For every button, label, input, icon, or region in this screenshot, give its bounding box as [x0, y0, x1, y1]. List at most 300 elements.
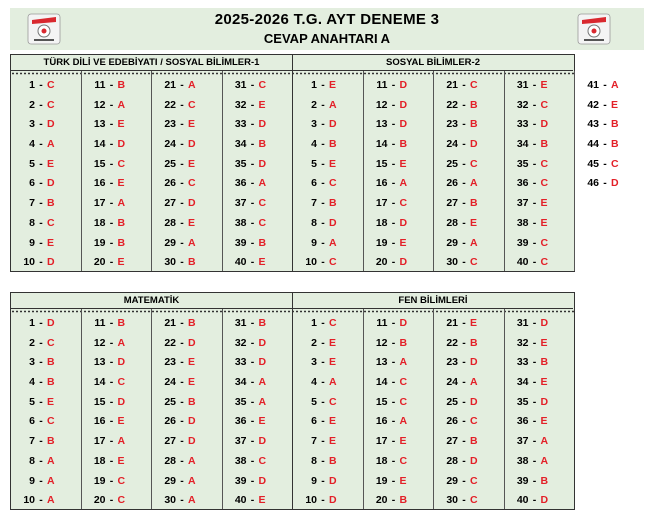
answer-row [364, 452, 434, 472]
separator-dash: - [39, 317, 43, 329]
question-number: 36 [516, 415, 529, 428]
question-number: 26 [164, 415, 176, 428]
separator-dash: - [250, 474, 255, 487]
answer-row [152, 393, 222, 413]
answer-letter: E [188, 216, 196, 229]
question-number: 20 [93, 256, 106, 269]
answer-row [293, 76, 363, 96]
answer-column [223, 314, 293, 511]
answer-letter: D [540, 317, 549, 329]
answer-letter: D [540, 395, 549, 408]
answer-row [293, 234, 363, 254]
answer-letter: C [258, 197, 267, 210]
answer-row [152, 452, 222, 472]
separator-dash: - [391, 79, 396, 91]
separator-dash: - [250, 216, 255, 229]
separator-dash: - [321, 356, 325, 369]
answer-letter: A [329, 236, 337, 249]
question-number: 32 [234, 336, 247, 349]
answer-letter: A [399, 356, 408, 369]
answer-letter: D [611, 177, 619, 190]
answer-row [82, 353, 152, 373]
separator-dash: - [532, 336, 537, 349]
answer-row [364, 194, 434, 214]
separator-dash: - [250, 494, 255, 507]
question-number: 33 [234, 356, 247, 369]
answer-letter: A [258, 177, 267, 190]
answer-letter: D [188, 415, 196, 428]
answer-row [152, 96, 222, 116]
separator-dash: - [532, 454, 537, 467]
answer-row [223, 472, 293, 492]
question-number: 23 [446, 356, 458, 369]
question-number: 25 [446, 395, 458, 408]
question-number: 6 [311, 177, 317, 190]
answer-letter: E [117, 415, 125, 428]
question-number: 44 [587, 138, 599, 151]
question-number: 36 [234, 415, 247, 428]
answer-letter: A [470, 236, 478, 249]
separator-dash: - [180, 118, 184, 131]
separator-dash: - [462, 336, 466, 349]
answer-row [293, 115, 363, 135]
separator-dash: - [109, 435, 114, 448]
answer-column [223, 76, 293, 273]
answer-row [82, 491, 152, 511]
answer-row [364, 412, 434, 432]
answer-letter: C [47, 79, 55, 91]
separator-dash: - [462, 494, 466, 507]
question-number: 34 [516, 138, 529, 151]
answer-row [223, 76, 293, 96]
separator-dash: - [109, 415, 114, 428]
answer-row [82, 135, 152, 155]
answer-letter: B [470, 435, 478, 448]
separator-dash: - [603, 138, 607, 151]
answer-letter: A [329, 98, 337, 111]
answer-letter: A [47, 474, 55, 487]
answer-row [293, 314, 363, 334]
separator-dash: - [180, 197, 184, 210]
question-number: 21 [446, 79, 458, 91]
answer-row [364, 76, 434, 96]
answer-letter: B [47, 356, 55, 369]
answer-column [434, 76, 504, 273]
separator-dash: - [462, 197, 466, 210]
separator-dash: - [532, 236, 537, 249]
answer-letter: D [470, 356, 478, 369]
separator-dash: - [109, 118, 114, 131]
separator-dash: - [532, 138, 537, 151]
question-number: 18 [375, 454, 388, 467]
answer-column [505, 76, 575, 273]
answer-row [152, 353, 222, 373]
separator-dash: - [391, 317, 396, 329]
answer-row [364, 174, 434, 194]
answer-row [505, 214, 575, 234]
answer-row [293, 432, 363, 452]
answer-row [152, 314, 222, 334]
question-number: 9 [29, 236, 35, 249]
answer-letter: C [470, 415, 478, 428]
separator-dash: - [532, 157, 537, 170]
answer-letter: C [470, 474, 478, 487]
answer-letter: E [540, 415, 548, 428]
separator-dash: - [250, 79, 255, 91]
separator-dash: - [391, 177, 396, 190]
answer-letter: C [611, 157, 619, 170]
answer-letter: D [47, 256, 55, 269]
answer-letter: D [399, 216, 408, 229]
answer-row [434, 194, 504, 214]
answer-letter: E [47, 236, 55, 249]
question-number: 23 [446, 118, 458, 131]
answer-row [11, 194, 81, 214]
answer-letter: E [47, 395, 55, 408]
question-number: 4 [311, 376, 317, 389]
answer-row [152, 412, 222, 432]
question-number: 29 [164, 474, 176, 487]
answer-row [505, 155, 575, 175]
answer-row [364, 393, 434, 413]
separator-dash: - [532, 79, 537, 91]
question-number: 34 [234, 376, 247, 389]
question-number: 25 [164, 395, 176, 408]
answer-column [82, 76, 152, 273]
answer-row [11, 96, 81, 116]
separator-dash: - [532, 356, 537, 369]
answer-row [223, 373, 293, 393]
question-number: 36 [516, 177, 529, 190]
column-divider [504, 71, 505, 271]
answer-row [223, 155, 293, 175]
answer-row [11, 491, 81, 511]
question-number: 27 [164, 435, 176, 448]
question-number: 17 [93, 197, 106, 210]
column-divider [504, 309, 505, 509]
question-number: 7 [29, 197, 35, 210]
separator-dash: - [180, 216, 184, 229]
question-number: 10 [305, 256, 317, 269]
separator-dash: - [321, 435, 325, 448]
answer-row [82, 432, 152, 452]
answer-row [82, 452, 152, 472]
question-number: 18 [93, 454, 106, 467]
answer-letter: D [329, 216, 337, 229]
question-number: 26 [164, 177, 176, 190]
separator-dash: - [250, 256, 255, 269]
answer-letter: C [399, 197, 408, 210]
separator-dash: - [109, 494, 114, 507]
answer-letter: D [188, 336, 196, 349]
question-number: 7 [311, 197, 317, 210]
answer-letter: A [329, 376, 337, 389]
question-number: 25 [164, 157, 176, 170]
answer-row [434, 314, 504, 334]
separator-dash: - [109, 317, 114, 329]
answer-row [11, 234, 81, 254]
answer-letter: D [470, 395, 478, 408]
question-number: 31 [516, 317, 529, 329]
question-number: 38 [234, 454, 247, 467]
answer-row [11, 115, 81, 135]
answer-letter: A [258, 376, 267, 389]
answer-row [223, 194, 293, 214]
separator-dash: - [39, 216, 43, 229]
question-number: 24 [164, 376, 176, 389]
answer-row [82, 334, 152, 354]
question-number: 26 [446, 177, 458, 190]
separator-dash: - [109, 157, 114, 170]
answer-row [293, 174, 363, 194]
answer-row [364, 234, 434, 254]
answer-letter: C [540, 256, 549, 269]
separator-dash: - [39, 474, 43, 487]
separator-dash: - [39, 236, 43, 249]
question-number: 7 [29, 435, 35, 448]
question-number: 4 [29, 138, 35, 151]
answer-letter: E [470, 216, 478, 229]
answer-letter: D [329, 118, 337, 131]
question-number: 31 [516, 79, 529, 91]
column-divider [292, 71, 293, 271]
separator-dash: - [391, 157, 396, 170]
separator-dash: - [39, 177, 43, 190]
answer-row [223, 174, 293, 194]
separator-dash: - [321, 494, 325, 507]
question-number: 12 [375, 336, 388, 349]
answer-letter: B [188, 256, 196, 269]
answer-row [82, 393, 152, 413]
separator-dash: - [109, 177, 114, 190]
separator-dash: - [180, 454, 184, 467]
answer-row [364, 96, 434, 116]
answer-row [293, 491, 363, 511]
question-number: 1 [311, 317, 317, 329]
separator-dash: - [391, 454, 396, 467]
question-number: 8 [29, 454, 35, 467]
header-banner [10, 8, 644, 50]
section-title-fen-bilimleri: FEN BİLİMLERİ [293, 293, 573, 309]
answer-letter: A [188, 236, 196, 249]
column-divider [433, 309, 434, 509]
question-number: 34 [516, 376, 529, 389]
answer-row [505, 412, 575, 432]
answer-row [505, 76, 575, 96]
question-number: 39 [234, 474, 247, 487]
question-number: 28 [164, 454, 176, 467]
separator-dash: - [321, 79, 325, 91]
column-divider [222, 71, 223, 271]
answer-column [11, 76, 81, 273]
answer-row [152, 155, 222, 175]
separator-dash: - [321, 197, 325, 210]
answer-letter: D [117, 395, 126, 408]
answer-letter: A [470, 177, 478, 190]
answer-letter: E [329, 435, 337, 448]
question-number: 6 [29, 177, 35, 190]
separator-dash: - [250, 435, 255, 448]
answer-letter: E [258, 415, 266, 428]
answer-letter: B [329, 138, 337, 151]
answer-letter: B [540, 474, 549, 487]
separator-dash: - [462, 138, 466, 151]
answer-letter: C [47, 415, 55, 428]
separator-dash: - [180, 98, 184, 111]
answer-letter: C [117, 474, 126, 487]
separator-dash: - [39, 376, 43, 389]
question-number: 23 [164, 356, 176, 369]
answer-letter: E [399, 435, 407, 448]
answer-row [152, 234, 222, 254]
answer-letter: D [399, 317, 408, 329]
answer-row [364, 334, 434, 354]
answer-row [505, 135, 575, 155]
answer-letter: D [399, 98, 408, 111]
question-number: 1 [311, 79, 317, 91]
question-number: 16 [375, 177, 388, 190]
separator-dash: - [39, 395, 43, 408]
question-number: 11 [94, 79, 106, 91]
answer-row [293, 412, 363, 432]
answer-row [223, 214, 293, 234]
answer-letter: A [188, 454, 196, 467]
separator-dash: - [180, 395, 184, 408]
answer-letter: D [399, 256, 408, 269]
separator-dash: - [109, 474, 114, 487]
separator-dash: - [39, 157, 43, 170]
question-number: 39 [516, 474, 529, 487]
question-number: 38 [234, 216, 247, 229]
answer-row [505, 353, 575, 373]
answer-row [293, 155, 363, 175]
question-number: 20 [375, 494, 388, 507]
separator-dash: - [109, 197, 114, 210]
answer-letter: E [399, 236, 407, 249]
answer-row [82, 194, 152, 214]
separator-dash: - [603, 157, 607, 170]
separator-dash: - [250, 177, 255, 190]
answer-row [223, 334, 293, 354]
answer-row [11, 373, 81, 393]
answer-row [82, 373, 152, 393]
question-number: 10 [23, 256, 35, 269]
answer-row [11, 412, 81, 432]
separator-dash: - [39, 197, 43, 210]
separator-dash: - [180, 256, 184, 269]
answer-row [152, 472, 222, 492]
question-number: 5 [311, 157, 317, 170]
answer-letter: E [540, 79, 548, 91]
section-title-sosyal-2: SOSYAL BİLİMLER-2 [293, 55, 573, 71]
question-number: 16 [375, 415, 388, 428]
answer-letter: A [188, 494, 196, 507]
question-number: 21 [164, 79, 176, 91]
answer-row [11, 452, 81, 472]
separator-dash: - [532, 474, 537, 487]
separator-dash: - [532, 395, 537, 408]
answer-letter: E [470, 317, 478, 329]
question-number: 4 [29, 376, 35, 389]
answer-row [434, 432, 504, 452]
answer-letter: A [540, 454, 549, 467]
answer-letter: D [117, 356, 126, 369]
answer-letter: D [47, 317, 55, 329]
separator-dash: - [462, 118, 466, 131]
separator-dash: - [391, 236, 396, 249]
question-number: 16 [93, 177, 106, 190]
question-number: 6 [29, 415, 35, 428]
question-number: 38 [516, 216, 529, 229]
answer-letter: C [329, 395, 337, 408]
separator-dash: - [250, 415, 255, 428]
answer-letter: B [188, 317, 196, 329]
answer-letter: A [117, 435, 126, 448]
question-number: 15 [93, 395, 106, 408]
column-divider [363, 309, 364, 509]
question-number: 34 [234, 138, 247, 151]
answer-row [364, 432, 434, 452]
question-number: 27 [446, 197, 458, 210]
answer-letter: A [540, 435, 549, 448]
answer-row [364, 491, 434, 511]
separator-dash: - [532, 415, 537, 428]
question-number: 35 [234, 157, 247, 170]
separator-dash: - [109, 336, 114, 349]
answer-row [434, 491, 504, 511]
page-title: 2025-2026 T.G. AYT DENEME 3 [214, 11, 440, 28]
answer-row [434, 452, 504, 472]
separator-dash: - [180, 317, 184, 329]
answer-row [82, 115, 152, 135]
answer-letter: C [117, 494, 126, 507]
question-number: 17 [93, 435, 106, 448]
answer-letter: D [47, 118, 55, 131]
question-number: 21 [446, 317, 458, 329]
column-divider [433, 71, 434, 271]
answer-letter: C [470, 494, 478, 507]
column-divider [574, 71, 575, 271]
answer-row [152, 253, 222, 273]
question-number: 20 [375, 256, 388, 269]
answer-letter: A [47, 454, 55, 467]
separator-dash: - [250, 236, 255, 249]
question-number: 2 [311, 336, 317, 349]
answer-row [223, 452, 293, 472]
question-number: 6 [311, 415, 317, 428]
separator-dash: - [250, 317, 255, 329]
question-number: 2 [29, 98, 35, 111]
separator-dash: - [603, 118, 607, 131]
answer-letter: C [117, 157, 126, 170]
answer-row [223, 96, 293, 116]
question-number: 37 [234, 197, 247, 210]
separator-dash: - [109, 236, 114, 249]
separator-dash: - [180, 336, 184, 349]
question-number: 37 [234, 435, 247, 448]
answer-row [11, 214, 81, 234]
answer-row [505, 96, 575, 116]
answer-row [364, 373, 434, 393]
column-divider [151, 71, 152, 271]
question-number: 32 [516, 336, 529, 349]
answer-letter: E [188, 157, 196, 170]
answer-letter: E [540, 336, 548, 349]
answer-letter: E [258, 256, 266, 269]
answer-row [293, 452, 363, 472]
separator-dash: - [250, 454, 255, 467]
question-number: 40 [234, 256, 247, 269]
